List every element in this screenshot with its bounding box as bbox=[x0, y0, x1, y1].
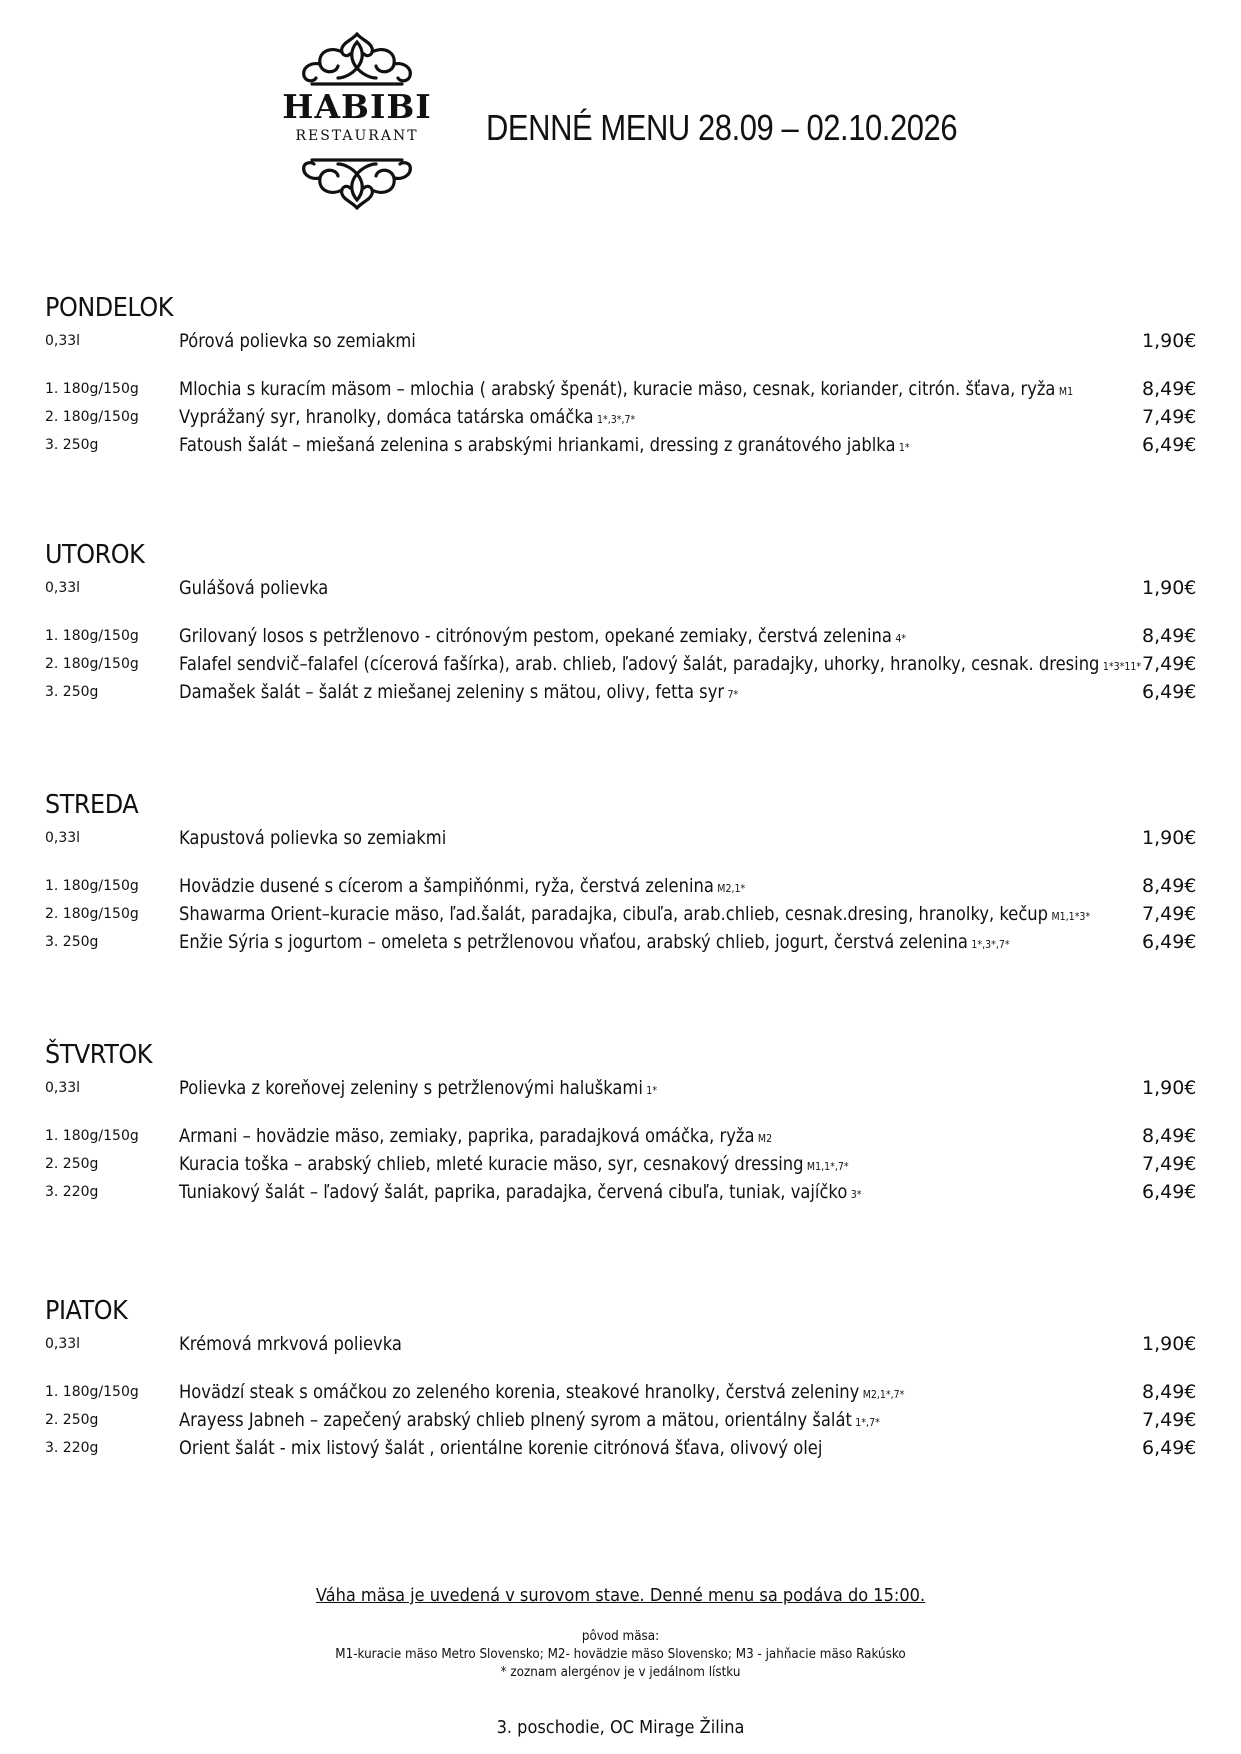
page-title: DENNÉ MENU 28.09 – 02.10.2026 bbox=[486, 107, 958, 148]
dish-description bbox=[179, 1074, 657, 1105]
price: 1,90€ bbox=[1142, 1077, 1197, 1099]
dish-description bbox=[179, 1406, 880, 1437]
menu-item-row bbox=[45, 622, 1195, 650]
spacer bbox=[45, 355, 1195, 375]
portion-size: 1. 180g/150g bbox=[45, 1384, 139, 1400]
dish-text: Kapustová polievka so zemiakmi bbox=[179, 827, 447, 849]
price: 6,49€ bbox=[1142, 681, 1197, 703]
dish-text: Falafel sendvič–falafel (cícerová fašírka), arab. chlieb, ľadový šalát, paradajky, uhorky, hranolky, cesnak. dresing bbox=[179, 653, 1100, 675]
portion-size: 0,33l bbox=[45, 1336, 81, 1352]
portion-size: 3. 250g bbox=[45, 684, 99, 700]
dish-description bbox=[179, 678, 738, 709]
price: 7,49€ bbox=[1142, 653, 1197, 675]
portion-size: 2. 180g/150g bbox=[45, 906, 139, 922]
dish-text: Polievka z koreňovej zeleniny s petržlenovými haluškami bbox=[179, 1077, 643, 1099]
dish-text: Hovädzí steak s omáčkou zo zeleného korenia, steakové hranolky, čerstvá zeleniny bbox=[179, 1381, 860, 1403]
dish-text: Armani – hovädzie mäso, zemiaky, paprika, paradajková omáčka, ryža bbox=[179, 1125, 755, 1147]
soup-row bbox=[45, 574, 1195, 602]
portion-size: 3. 220g bbox=[45, 1184, 99, 1200]
dish-description bbox=[179, 1378, 904, 1409]
price: 1,90€ bbox=[1142, 827, 1197, 849]
price: 7,49€ bbox=[1142, 406, 1197, 428]
dish-text: Arayess Jabneh – zapečený arabský chlieb plnený syrom a mätou, orientálny šalát bbox=[179, 1409, 852, 1431]
allergen-codes: 4* bbox=[895, 632, 907, 645]
price: 8,49€ bbox=[1142, 1125, 1197, 1147]
restaurant-logo bbox=[282, 32, 432, 210]
allergen-codes: M1,1*3* bbox=[1051, 910, 1091, 923]
dish-description bbox=[179, 1150, 849, 1181]
menu-item-row bbox=[45, 431, 1195, 459]
dish-description bbox=[179, 650, 1141, 681]
menu-item-row bbox=[45, 928, 1195, 956]
menu-item-row bbox=[45, 1122, 1195, 1150]
price: 6,49€ bbox=[1142, 434, 1197, 456]
dish-description bbox=[179, 403, 635, 434]
allergen-codes: 3* bbox=[850, 1188, 862, 1201]
portion-size: 0,33l bbox=[45, 333, 81, 349]
spacer bbox=[45, 1358, 1195, 1378]
menu-item-row bbox=[45, 1406, 1195, 1434]
dish-text: Orient šalát - mix listový šalát , orientálne korenie citrónová šťava, olivový olej bbox=[179, 1437, 823, 1459]
dish-text: Pórová polievka so zemiakmi bbox=[179, 330, 416, 352]
dish-text: Shawarma Orient–kuracie mäso, ľad.šalát, paradajka, cibuľa, arab.chlieb, cesnak.dresing, hranolky, kečup bbox=[179, 903, 1049, 925]
meat-origin-title: pôvod mäsa: bbox=[581, 1629, 660, 1644]
allergen-codes: M2 bbox=[757, 1132, 773, 1145]
dish-description bbox=[179, 824, 450, 855]
price: 1,90€ bbox=[1142, 577, 1197, 599]
allergen-codes: M1,1*,7* bbox=[806, 1160, 849, 1173]
logo-name: HABIBI bbox=[282, 87, 432, 126]
dish-text: Gulášová polievka bbox=[179, 577, 329, 599]
portion-size: 2. 180g/150g bbox=[45, 409, 139, 425]
dish-text: Hovädzie dusené s cícerom a šampiňónmi, ryža, čerstvá zelenina bbox=[179, 875, 714, 897]
menu-item-row bbox=[45, 1378, 1195, 1406]
day-section bbox=[45, 1296, 1195, 1462]
day-section bbox=[45, 540, 1195, 706]
spacer bbox=[45, 602, 1195, 622]
menu-item-row bbox=[45, 900, 1195, 928]
dish-description bbox=[179, 327, 419, 358]
allergen-codes: 1*3*11* bbox=[1102, 660, 1142, 673]
portion-size: 1. 180g/150g bbox=[45, 381, 139, 397]
dish-description bbox=[179, 375, 1073, 406]
dish-description bbox=[179, 431, 910, 462]
dish-text: Enžie Sýria s jogurtom – omeleta s petržlenovou vňaťou, arabský chlieb, jogurt, čerstvá zelenina bbox=[179, 931, 968, 953]
price: 6,49€ bbox=[1142, 1181, 1197, 1203]
portion-size: 1. 180g/150g bbox=[45, 628, 139, 644]
menu-item-row bbox=[45, 872, 1195, 900]
dish-text: Fatoush šalát – miešaná zelenina s arabskými hriankami, dressing z granátového jablka bbox=[179, 434, 896, 456]
allergen-codes: 7* bbox=[727, 688, 739, 701]
dish-description bbox=[179, 574, 332, 605]
allergen-codes: 1* bbox=[646, 1084, 658, 1097]
portion-size: 0,33l bbox=[45, 830, 81, 846]
allergens-note: * zoznam alergénov je v jedálnom lístku bbox=[500, 1665, 741, 1680]
menu-item-row bbox=[45, 1150, 1195, 1178]
dish-text: Vyprážaný syr, hranolky, domáca tatárska omáčka bbox=[179, 406, 594, 428]
dish-description bbox=[179, 928, 1010, 959]
dish-text: Kuracia toška – arabský chlieb, mleté kuracie mäso, syr, cesnakový dressing bbox=[179, 1153, 804, 1175]
portion-size: 3. 250g bbox=[45, 934, 99, 950]
spacer bbox=[45, 1102, 1195, 1122]
dish-description bbox=[179, 1178, 862, 1209]
price: 7,49€ bbox=[1142, 1409, 1197, 1431]
menu-item-row bbox=[45, 1434, 1195, 1462]
soup-row bbox=[45, 1330, 1195, 1358]
price: 7,49€ bbox=[1142, 1153, 1197, 1175]
dish-description bbox=[179, 622, 906, 653]
menu-item-row bbox=[45, 403, 1195, 431]
price: 1,90€ bbox=[1142, 1333, 1197, 1355]
menu-item-row bbox=[45, 1178, 1195, 1206]
day-heading: ŠTVRTOK bbox=[45, 1040, 152, 1070]
price: 8,49€ bbox=[1142, 1381, 1197, 1403]
dish-description bbox=[179, 900, 1090, 931]
day-heading: PONDELOK bbox=[45, 293, 173, 323]
day-heading: STREDA bbox=[45, 790, 139, 820]
portion-size: 2. 250g bbox=[45, 1412, 99, 1428]
portion-size: 3. 220g bbox=[45, 1440, 99, 1456]
portion-size: 0,33l bbox=[45, 580, 81, 596]
address: 3. poschodie, OC Mirage Žilina bbox=[496, 1717, 745, 1738]
price: 8,49€ bbox=[1142, 378, 1197, 400]
dish-description bbox=[179, 872, 745, 903]
allergen-codes: 1*,7* bbox=[855, 1416, 880, 1429]
portion-size: 2. 180g/150g bbox=[45, 656, 139, 672]
spacer bbox=[45, 852, 1195, 872]
allergen-codes: 1*,3*,7* bbox=[971, 938, 1010, 951]
day-section bbox=[45, 1040, 1195, 1206]
portion-size: 1. 180g/150g bbox=[45, 1128, 139, 1144]
dish-description bbox=[179, 1330, 405, 1361]
dish-description bbox=[179, 1434, 826, 1465]
allergen-codes: M2,1*,7* bbox=[862, 1388, 905, 1401]
portion-size: 0,33l bbox=[45, 1080, 81, 1096]
day-heading: PIATOK bbox=[45, 1296, 128, 1326]
menu-item-row bbox=[45, 678, 1195, 706]
price: 8,49€ bbox=[1142, 875, 1197, 897]
dish-text: Mlochia s kuracím mäsom – mlochia ( arabský špenát), kuracie mäso, cesnak, koriander, citrón. šťava, ryža bbox=[179, 378, 1056, 400]
dish-description bbox=[179, 1122, 772, 1153]
dish-text: Tuniakový šalát – ľadový šalát, paprika, paradajka, červená cibuľa, tuniak, vajíčko bbox=[179, 1181, 848, 1203]
allergen-codes: 1*,3*,7* bbox=[597, 413, 636, 426]
soup-row bbox=[45, 1074, 1195, 1102]
dish-text: Grilovaný losos s petržlenovo - citrónovým pestom, opekané zemiaky, čerstvá zelenina bbox=[179, 625, 892, 647]
menu-item-row bbox=[45, 375, 1195, 403]
price: 7,49€ bbox=[1142, 903, 1197, 925]
logo-subtitle: RESTAURANT bbox=[295, 128, 419, 144]
soup-row bbox=[45, 327, 1195, 355]
portion-size: 3. 250g bbox=[45, 437, 99, 453]
dish-text: Krémová mrkvová polievka bbox=[179, 1333, 402, 1355]
price: 6,49€ bbox=[1142, 931, 1197, 953]
allergen-codes: M2,1* bbox=[717, 882, 746, 895]
day-section bbox=[45, 293, 1195, 459]
weight-note: Váha mäsa je uvedená v surovom stave. Denné menu sa podáva do 15:00. bbox=[315, 1585, 926, 1606]
price: 8,49€ bbox=[1142, 625, 1197, 647]
price: 1,90€ bbox=[1142, 330, 1197, 352]
day-heading: UTOROK bbox=[45, 540, 145, 570]
day-section bbox=[45, 790, 1195, 956]
soup-row bbox=[45, 824, 1195, 852]
portion-size: 1. 180g/150g bbox=[45, 878, 139, 894]
allergen-codes: M1 bbox=[1058, 385, 1074, 398]
dish-text: Damašek šalát – šalát z miešanej zeleniny s mätou, olivy, fetta syr bbox=[179, 681, 725, 703]
portion-size: 2. 250g bbox=[45, 1156, 99, 1172]
price: 6,49€ bbox=[1142, 1437, 1197, 1459]
menu-item-row bbox=[45, 650, 1195, 678]
meat-origin-text: M1-kuracie mäso Metro Slovensko; M2- hovädzie mäso Slovensko; M3 - jahňacie mäso Rakúsko bbox=[335, 1647, 906, 1662]
allergen-codes: 1* bbox=[898, 441, 910, 454]
